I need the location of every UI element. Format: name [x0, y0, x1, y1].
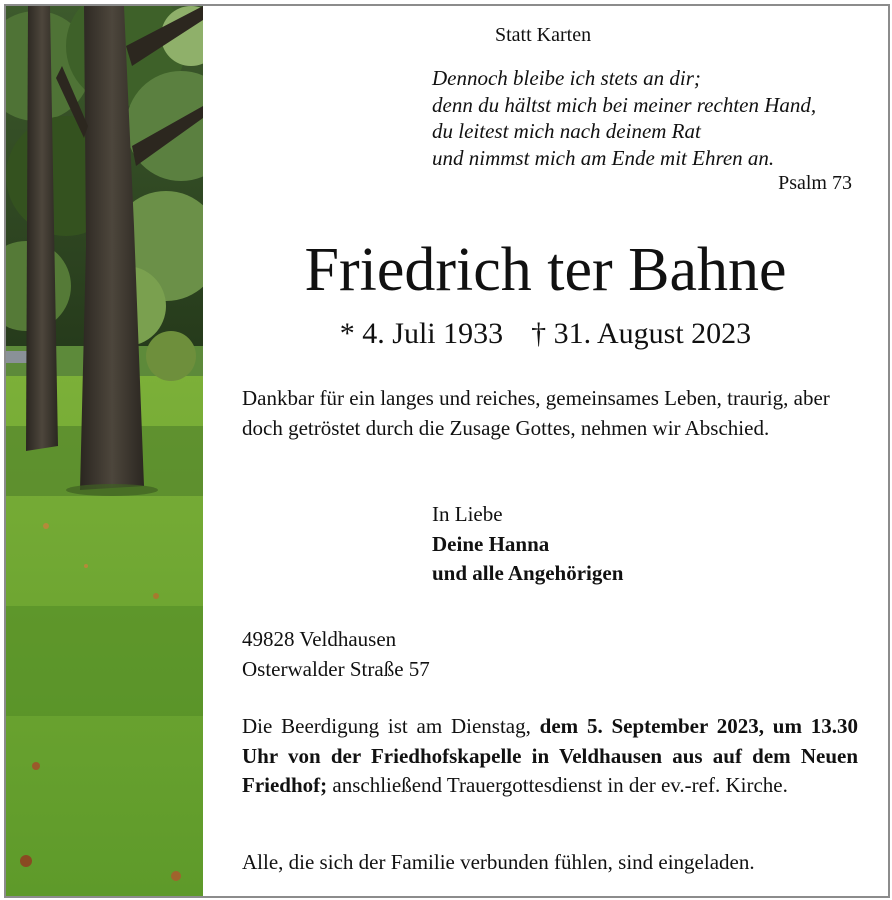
signature-name: Deine Hanna: [432, 531, 550, 556]
deceased-name: Friedrich ter Bahne: [304, 236, 787, 304]
signature-intro: In Liebe: [432, 502, 503, 526]
notice-text-column: [203, 6, 888, 896]
funeral-intro: Die Beerdigung ist am Dienstag,: [242, 714, 531, 738]
verse-line: und nimmst mich am Ende mit Ehren an.: [432, 145, 775, 170]
funeral-service: anschließend Trauergottesdienst in der ev.-ref. Kirche.: [332, 773, 788, 797]
life-dates: [203, 315, 888, 353]
signature-relatives: und alle Angehörigen: [432, 561, 624, 585]
statt-karten-header: Statt Karten: [495, 24, 592, 46]
verse-source: Psalm 73: [778, 172, 852, 194]
funeral-details: [242, 712, 858, 801]
tree-park-photo: [6, 6, 203, 896]
funeral-date-location: dem 5. September 2023, um 13.30 Uhr von der Friedhofskapelle in Veldhausen aus auf dem Neuen Friedhof;: [242, 714, 858, 797]
death-date: † 31. August 2023: [531, 317, 752, 350]
psalm-verse: [432, 65, 816, 171]
farewell-message: Dankbar für ein langes und reiches, gemeinsames Leben, traurig, aber doch getröstet durch die Zusage Gottes, nehmen wir Abschied.: [242, 386, 830, 440]
birth-date: * 4. Juli 1933: [339, 317, 504, 350]
signature-block: [432, 500, 623, 589]
verse-line: du leitest mich nach deinem Rat: [432, 119, 701, 143]
address-city: 49828 Veldhausen: [242, 627, 397, 651]
address-block: [242, 625, 430, 684]
address-street: Osterwalder Straße 57: [242, 656, 430, 681]
obituary-notice: [4, 4, 890, 898]
invitation-text: Alle, die sich der Familie verbunden fühlen, sind eingeladen.: [242, 850, 755, 874]
verse-line: denn du hältst mich bei meiner rechten Hand,: [432, 92, 817, 117]
verse-line: Dennoch bleibe ich stets an dir;: [432, 66, 701, 90]
